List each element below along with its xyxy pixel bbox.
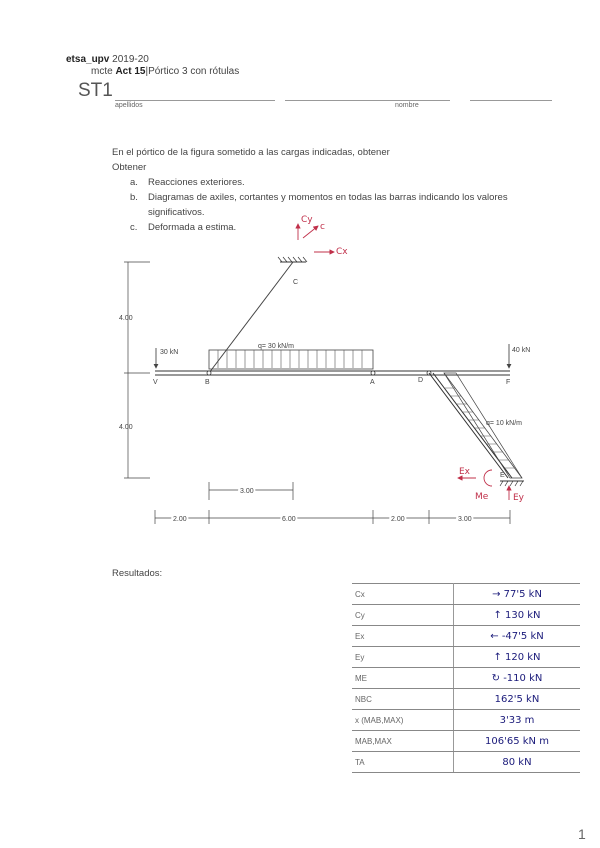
distributed-load-main (209, 350, 373, 369)
table-row (352, 710, 580, 731)
result-value: 106'65 kN m (454, 731, 581, 752)
apellidos-label: apellidos (115, 102, 143, 109)
item-text: Reacciones exteriores. (148, 177, 245, 188)
result-key: MAB,MAX (352, 731, 454, 752)
result-value: 80 kN (454, 752, 581, 773)
dim-h-4: 3.00 (458, 516, 472, 523)
header-separator: | (145, 66, 149, 77)
results-table (352, 583, 580, 773)
label-f: F (506, 379, 511, 386)
handwritten-cx: Cx (336, 247, 348, 257)
handwritten-ey: Ey (513, 493, 525, 503)
page-number: 1 (578, 826, 586, 842)
item-marker: b. (130, 192, 138, 203)
group-code: ST1 (78, 80, 113, 101)
table-row (352, 731, 580, 752)
dim-h-3: 2.00 (391, 516, 405, 523)
handwritten-me: Me (475, 492, 489, 502)
table-row (352, 752, 580, 773)
result-value: 162'5 kN (454, 689, 581, 710)
result-key: x (MAB,MAX) (352, 710, 454, 731)
result-value: 3'33 m (454, 710, 581, 731)
table-row (352, 647, 580, 668)
point-load-v-label: 30 kN (160, 349, 179, 356)
dim-h-2: 6.00 (282, 516, 296, 523)
support-c (278, 257, 307, 262)
label-e: E (500, 472, 505, 479)
table-row (352, 626, 580, 647)
hinge-b (207, 371, 211, 375)
result-key: ME (352, 668, 454, 689)
dim-v-1: 4.00 (119, 315, 133, 322)
result-value: ↑ 120 kN (454, 647, 581, 668)
item-text: Deformada a estima. (148, 222, 237, 233)
label-b: B (205, 379, 210, 386)
table-row (352, 668, 580, 689)
results-label: Resultados: (112, 568, 163, 579)
school-name: etsa_upv (66, 54, 110, 65)
item-text: significativos. (148, 207, 205, 218)
subject: Pórtico 3 con rótulas (148, 66, 240, 77)
statement-obtener: Obtener (112, 162, 147, 173)
item-text: Diagramas de axiles, cortantes y momentos en todas las barras indicando los valores (148, 192, 508, 203)
result-key: Ey (352, 647, 454, 668)
horizontal-dimension (155, 510, 510, 524)
label-v: V (153, 379, 158, 386)
label-d: D (418, 377, 424, 384)
activity: Act 15 (115, 66, 146, 77)
dim-h-1: 2.00 (173, 516, 187, 523)
point-load-f-label: 40 kN (512, 347, 531, 354)
dim-top-label: 3.00 (240, 488, 254, 495)
result-key: TA (352, 752, 454, 773)
support-e (500, 481, 524, 486)
label-a: A (370, 379, 375, 386)
table-row (352, 689, 580, 710)
label-c: C (293, 279, 299, 286)
handwritten-reaction-c (298, 224, 334, 252)
handwritten-c: c (320, 222, 325, 232)
result-key: NBC (352, 689, 454, 710)
bar-cb (209, 262, 293, 373)
dist-load-main-label: q= 30 kN/m (258, 343, 294, 350)
vertical-dimension (124, 262, 150, 478)
item-marker: c. (130, 222, 138, 233)
result-key: Ex (352, 626, 454, 647)
result-key: Cx (352, 584, 454, 605)
result-key: Cy (352, 605, 454, 626)
course: mcte (91, 66, 113, 77)
handwritten-ex: Ex (459, 467, 471, 477)
handwritten-cy: Cy (301, 215, 313, 225)
table-row (352, 584, 580, 605)
result-value: ← -47'5 kN (454, 626, 581, 647)
result-value: ↑ 130 kN (454, 605, 581, 626)
dim-v-2: 4.00 (119, 424, 133, 431)
item-marker: a. (130, 177, 138, 188)
statement-intro: En el pórtico de la figura sometido a las cargas indicadas, obtener (112, 147, 390, 158)
nombre-label: nombre (395, 102, 419, 109)
hinge-a (371, 371, 375, 375)
result-value: ↻ -110 kN (454, 668, 581, 689)
year: 2019-20 (112, 54, 149, 65)
result-value: → 77'5 kN (454, 584, 581, 605)
table-row (352, 605, 580, 626)
dist-load-inclined-label: q= 10 kN/m (486, 420, 522, 427)
